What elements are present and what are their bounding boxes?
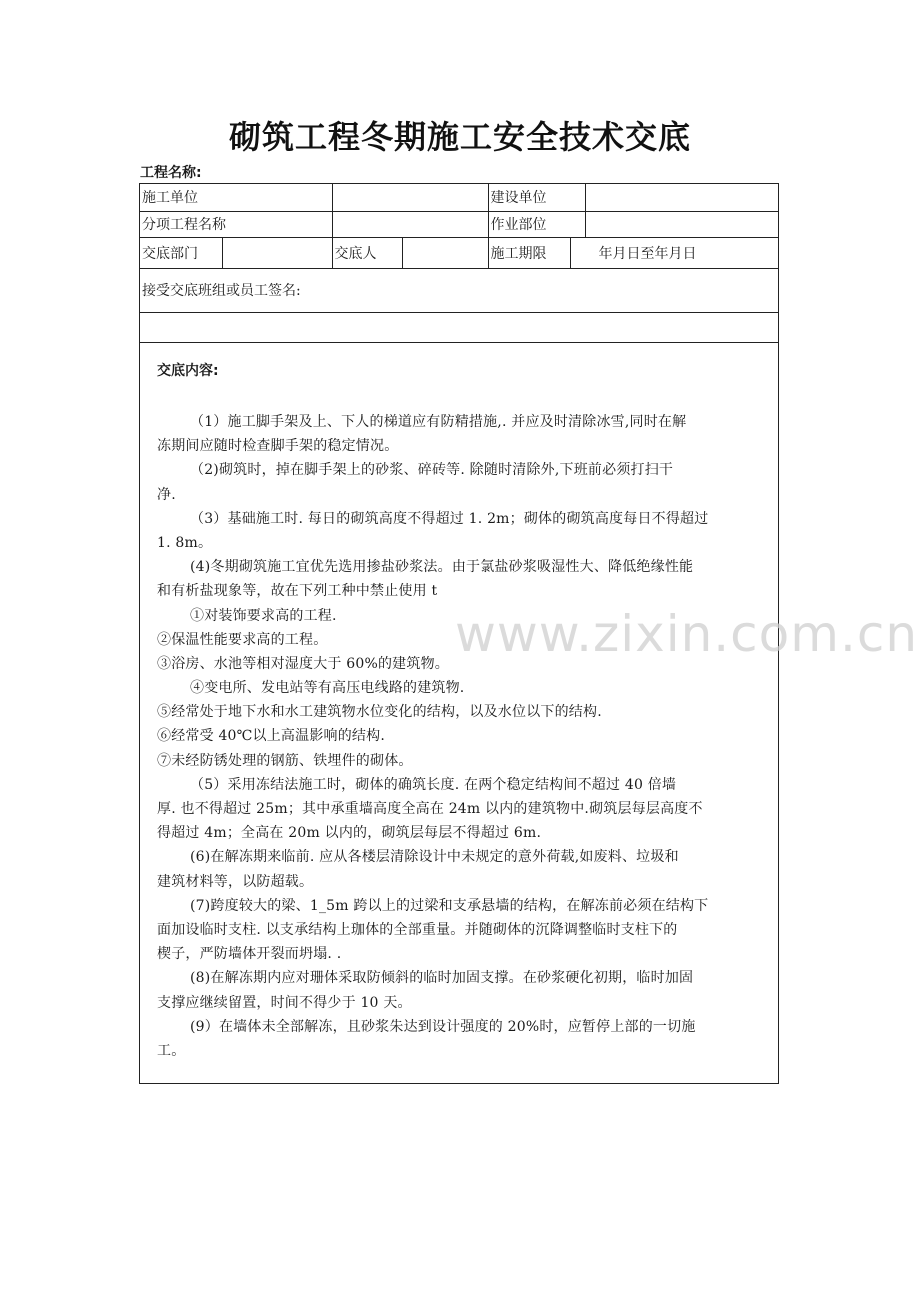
content-line: (6)在解冻期来临前. 应从各楼层清除设计中未规定的意外荷载,如废料、垃圾和: [190, 849, 679, 866]
content-line: 得超过 4m；全高在 20m 以内的，砌筑层每层不得超过 6m.: [157, 825, 542, 842]
content-line: ③浴房、水池等相对湿度大于 60%的建筑物。: [157, 655, 449, 672]
sub-project-name-value[interactable]: [332, 211, 488, 237]
content-line: 工。: [157, 1042, 186, 1059]
content-line: 建筑材料等，以防超载。: [157, 873, 314, 890]
watermark: www.zixin.com.cn: [455, 605, 919, 663]
content-line: 厚. 也不得超过 25m；其中承重墙高度全高在 24m 以内的建筑物中.砌筑层每层高度不: [157, 801, 703, 817]
client-unit-value[interactable]: [585, 184, 778, 211]
period-value: 年月日至年月日: [570, 237, 778, 268]
info-table: [140, 184, 778, 343]
disclosure-form: [139, 183, 779, 1084]
table-row: [140, 312, 778, 342]
content-line: （1）施工脚手架及上、下人的梯道应有防精措施,. 并应及时清除冰雪,同时在解: [190, 414, 687, 430]
content-line: （2)砌筑时，掉在脚手架上的砂浆、碎砖等. 除随时清除外,下班前必须打扫干: [190, 462, 674, 479]
content-line: ⑦未经防锈处理的钢筋、铁埋件的砌体。: [157, 752, 413, 769]
content-line: (4)冬期砌筑施工宜优先选用掺盐砂浆法。由于氯盐砂浆吸湿性大、降低绝缘性能: [190, 559, 694, 576]
dept-value[interactable]: [222, 237, 332, 268]
content-line: 净.: [157, 486, 176, 503]
period-label: 施工期限: [488, 237, 570, 268]
construction-unit-value[interactable]: [332, 184, 488, 211]
signature-area[interactable]: [140, 312, 778, 342]
project-name-label: 工程名称:: [140, 165, 202, 181]
content-line: (9）在墙体未全部解冻，且砂浆朱达到设计强度的 20%时，应暂停上部的一切施: [190, 1018, 696, 1035]
table-row: [140, 184, 778, 211]
content-line: (8)在解冻期内应对珊体采取防倾斜的临时加固支撑。在砂浆硬化初期，临时加固: [190, 970, 694, 987]
content-line: (7)跨度较大的梁、1_5m 跨以上的过梁和支承悬墙的结构，在解冻前必须在结构下: [190, 897, 709, 914]
content-line: 冻期间应随时检查脚手架的稳定情况。: [157, 438, 399, 455]
table-row: [140, 211, 778, 237]
sub-project-name-label: 分项工程名称: [140, 211, 332, 237]
content-line: 支撑应继续留置，时间不得少于 10 天。: [157, 994, 412, 1011]
table-row: [140, 268, 778, 312]
content-line: ⑤经常处于地下水和水工建筑物水位变化的结构，以及水位以下的结构.: [157, 704, 602, 721]
client-unit-label: 建设单位: [488, 184, 585, 211]
content-line: 和有析盐现象等，故在下列工种中禁止使用 t: [157, 583, 438, 600]
construction-unit-label: 施工单位: [140, 184, 332, 211]
content-line: （5）采用冻结法施工时，砌体的确筑长度. 在两个稳定结构间不超过 40 倍墙: [190, 776, 677, 793]
disclosure-content: [157, 362, 769, 1063]
content-line: 面加设临时支柱. 以支承结构上珈体的全部重量。并随砌体的沉降调整临时支柱下的: [157, 921, 678, 938]
dept-label: 交底部门: [140, 237, 222, 268]
work-location-value[interactable]: [585, 211, 778, 237]
content-line: ⑥经常受 40℃以上高温影响的结构.: [157, 728, 385, 745]
signature-label: 接受交底班组或员工签名:: [140, 268, 778, 312]
person-label: 交底人: [332, 237, 402, 268]
work-location-label: 作业部位: [488, 211, 585, 237]
content-line: （3）基础施工时. 每日的砌筑高度不得超过 1. 2m；砌体的砌筑高度每日不得超过: [190, 510, 709, 527]
content-line: 1. 8m。: [157, 534, 213, 551]
content-line: 楔子，严防墙体开裂而坍塌. .: [157, 946, 342, 963]
content-line: ②保温性能要求高的工程。: [157, 631, 328, 648]
table-row: [140, 237, 778, 268]
content-heading: 交底内容:: [157, 363, 219, 379]
document-title: 砌筑工程冬期施工安全技术交底: [228, 118, 691, 156]
person-value[interactable]: [402, 237, 488, 268]
content-line: ①对装饰要求高的工程.: [190, 607, 337, 624]
content-line: ④变电所、发电站等有高压电线路的建筑物.: [190, 680, 465, 697]
